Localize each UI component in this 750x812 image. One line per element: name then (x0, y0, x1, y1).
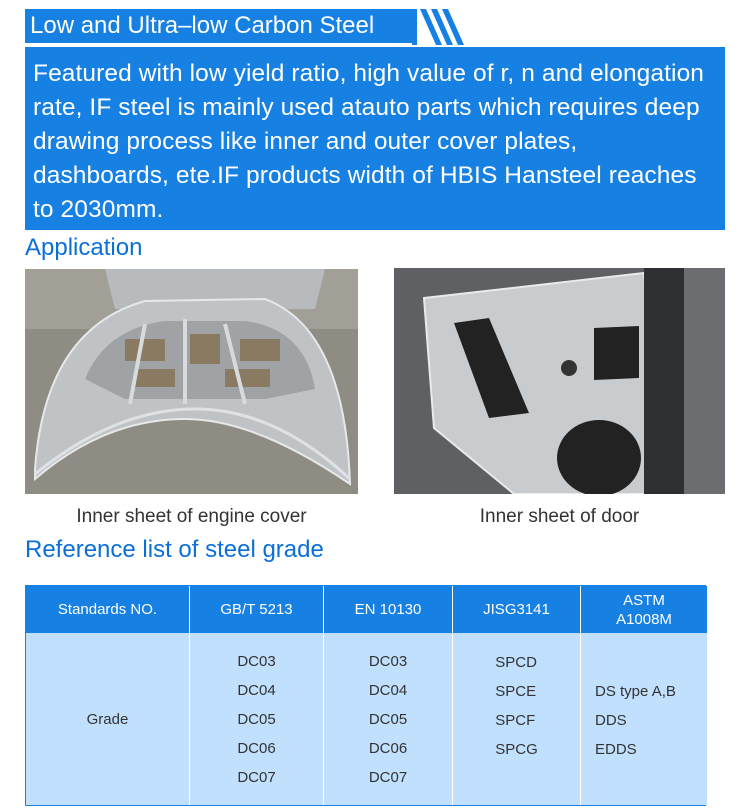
grade-value: DC07 (237, 768, 276, 786)
description-text: Featured with low yield ratio, high value of r, n and elongation rate, IF steel is mainly used atauto parts which requires deep drawing process like inner and outer cover plates, dashboards, ete.IF products width of HBIS Hansteel reaches to 2030mm. (33, 60, 705, 223)
table-header-standards: Standards NO. (26, 586, 189, 633)
grade-value: DS type A,B (595, 683, 676, 700)
engine-cover-photo (25, 269, 358, 494)
grade-value: DC04 (368, 681, 408, 699)
grade-value: DC03 (368, 652, 408, 670)
grade-value: DC05 (368, 710, 408, 728)
engine-cover-caption: Inner sheet of engine cover (76, 506, 307, 527)
table-row-label (26, 633, 189, 805)
grade-value: SPCG (495, 741, 538, 758)
reference-heading: Reference list of steel grade (25, 536, 324, 563)
astm-grades (581, 633, 707, 805)
table-header-gbt5213: GB/T 5213 (190, 586, 323, 633)
jisg3141-grades (453, 633, 580, 805)
door-caption: Inner sheet of door (479, 506, 640, 527)
grade-value: DC07 (368, 768, 408, 786)
grade-label: Grade (86, 710, 129, 728)
application-heading: Application (25, 234, 143, 261)
table-header-en10130: EN 10130 (324, 586, 452, 633)
table-header-jisg3141: JISG3141 (453, 586, 580, 633)
table-header-astm: ASTM A1008M (581, 586, 707, 633)
grade-value: DC05 (237, 710, 276, 728)
en10130-grades (324, 633, 452, 805)
description-box (25, 47, 725, 230)
grade-value: EDDS (595, 741, 637, 758)
grade-value: DC06 (237, 739, 276, 757)
grade-value: DC03 (237, 652, 276, 670)
steel-grade-table (25, 585, 706, 806)
grade-value: DDS (595, 712, 627, 729)
title-stripes-decoration (412, 9, 464, 45)
grade-value: DC06 (368, 739, 408, 757)
grade-value: SPCF (495, 712, 536, 729)
door-inner-photo (394, 268, 725, 494)
grade-value: SPCE (495, 683, 537, 700)
grade-value: SPCD (495, 654, 537, 671)
grade-value: DC04 (237, 681, 276, 699)
page-title: Low and Ultra–low Carbon Steel (25, 9, 417, 43)
gbt5213-grades (190, 633, 323, 805)
